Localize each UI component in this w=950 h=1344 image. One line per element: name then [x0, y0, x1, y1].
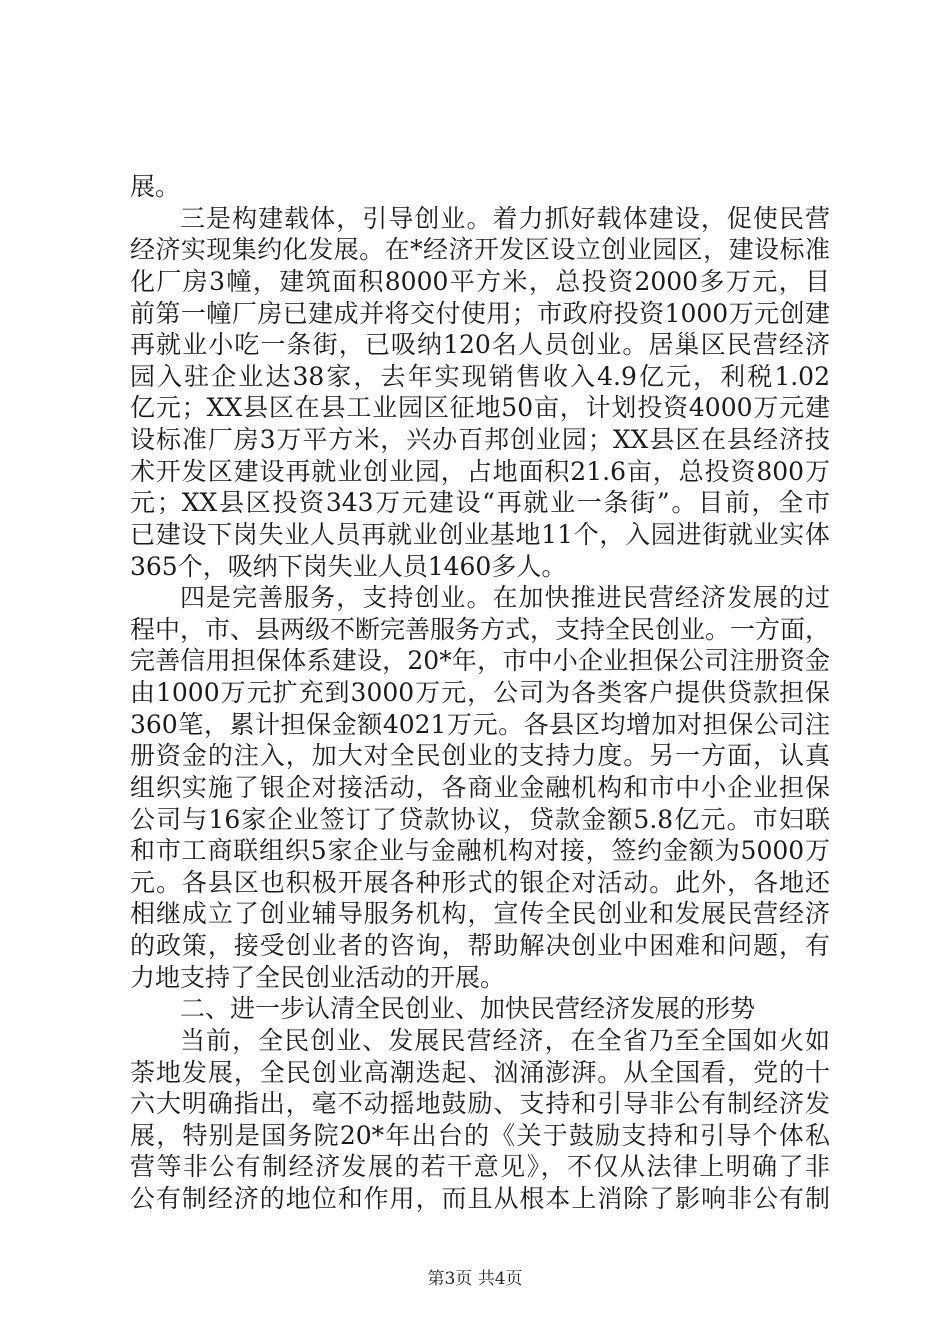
text-line: 园入驻企业达38家，去年实现销售收入4.9亿元，利税1.02 — [130, 362, 830, 391]
text-line: 三是构建载体，引导创业。着力抓好载体建设，促使民营 — [180, 204, 830, 233]
text-line: 已建设下岗失业人员再就业创业基地11个，入园进街就业实体 — [130, 520, 830, 549]
text-line: 亿元；XX县区在县工业园区征地50亩，计划投资4000万元建 — [130, 393, 830, 422]
text-line: 设标准厂房3万平方米，兴办百邦创业园；XX县区在县经济技 — [130, 425, 830, 454]
text-line: 和市工商联组织5家企业与金融机构对接，签约金额为5000万 — [130, 836, 830, 865]
text-line: 元。各县区也积极开展各种形式的银企对活动。此外，各地还 — [130, 868, 830, 897]
text-line: 荼地发展，全民创业高潮迭起、汹涌澎湃。从全国看，党的十 — [130, 1058, 830, 1087]
text-line: 四是完善服务，支持创业。在加快推进民营经济发展的过 — [180, 583, 830, 612]
text-line: 再就业小吃一条街，已吸纳120名人员创业。居巢区民营经济 — [130, 330, 830, 359]
text-line: 公有制经济的地位和作用，而且从根本上消除了影响非公有制 — [130, 1184, 830, 1213]
text-line: 公司与16家企业签订了贷款协议，贷款金额5.8亿元。市妇联 — [130, 805, 830, 834]
text-line: 力地支持了全民创业活动的开展。 — [130, 963, 506, 992]
text-line: 元；XX县区投资343万元建设“再就业一条街”。目前，全市 — [130, 488, 830, 517]
text-line: 组织实施了银企对接活动，各商业金融机构和市中小企业担保 — [130, 773, 830, 802]
text-line: 营等非公有制经济发展的若干意见》，不仅从法律上明确了非 — [130, 1152, 830, 1181]
text-line: 前第一幢厂房已建成并将交付使用；市政府投资1000万元创建 — [130, 299, 830, 328]
text-line: 当前，全民创业、发展民营经济，在全省乃至全国如火如 — [180, 1026, 830, 1055]
text-line: 相继成立了创业辅导服务机构，宣传全民创业和发展民营经济 — [130, 899, 830, 928]
text-line: 完善信用担保体系建设，20*年，市中小企业担保公司注册资金 — [130, 646, 830, 675]
text-line: 的政策，接受创业者的咨询，帮助解决创业中困难和问题，有 — [130, 931, 830, 960]
text-line: 六大明确指出，毫不动摇地鼓励、支持和引导非公有制经济发 — [130, 1089, 830, 1118]
page-footer: 第3页 共4页 — [427, 1269, 523, 1289]
text-line: 展，特别是国务院20*年出台的《关于鼓励支持和引导个体私 — [130, 1121, 830, 1150]
text-line: 经济实现集约化发展。在*经济开发区设立创业园区，建设标准 — [130, 235, 830, 264]
text-line: 365个，吸纳下岗失业人员1460多人。 — [130, 552, 567, 581]
text-line: 展。 — [130, 172, 181, 201]
text-line: 术开发区建设再就业创业园，占地面积21.6亩，总投资800万 — [130, 457, 830, 486]
text-line: 360笔，累计担保金额4021万元。各县区均增加对担保公司注 — [130, 710, 830, 739]
text-line: 由1000万元扩充到3000万元，公司为各类客户提供贷款担保 — [130, 678, 830, 707]
text-line: 册资金的注入，加大对全民创业的支持力度。另一方面，认真 — [130, 741, 830, 770]
text-line: 化厂房3幢，建筑面积8000平方米，总投资2000多万元，目 — [130, 267, 830, 296]
text-line: 程中，市、县两级不断完善服务方式，支持全民创业。一方面， — [130, 615, 830, 644]
section-heading: 二、进一步认清全民创业、加快民营经济发展的形势 — [180, 994, 756, 1023]
